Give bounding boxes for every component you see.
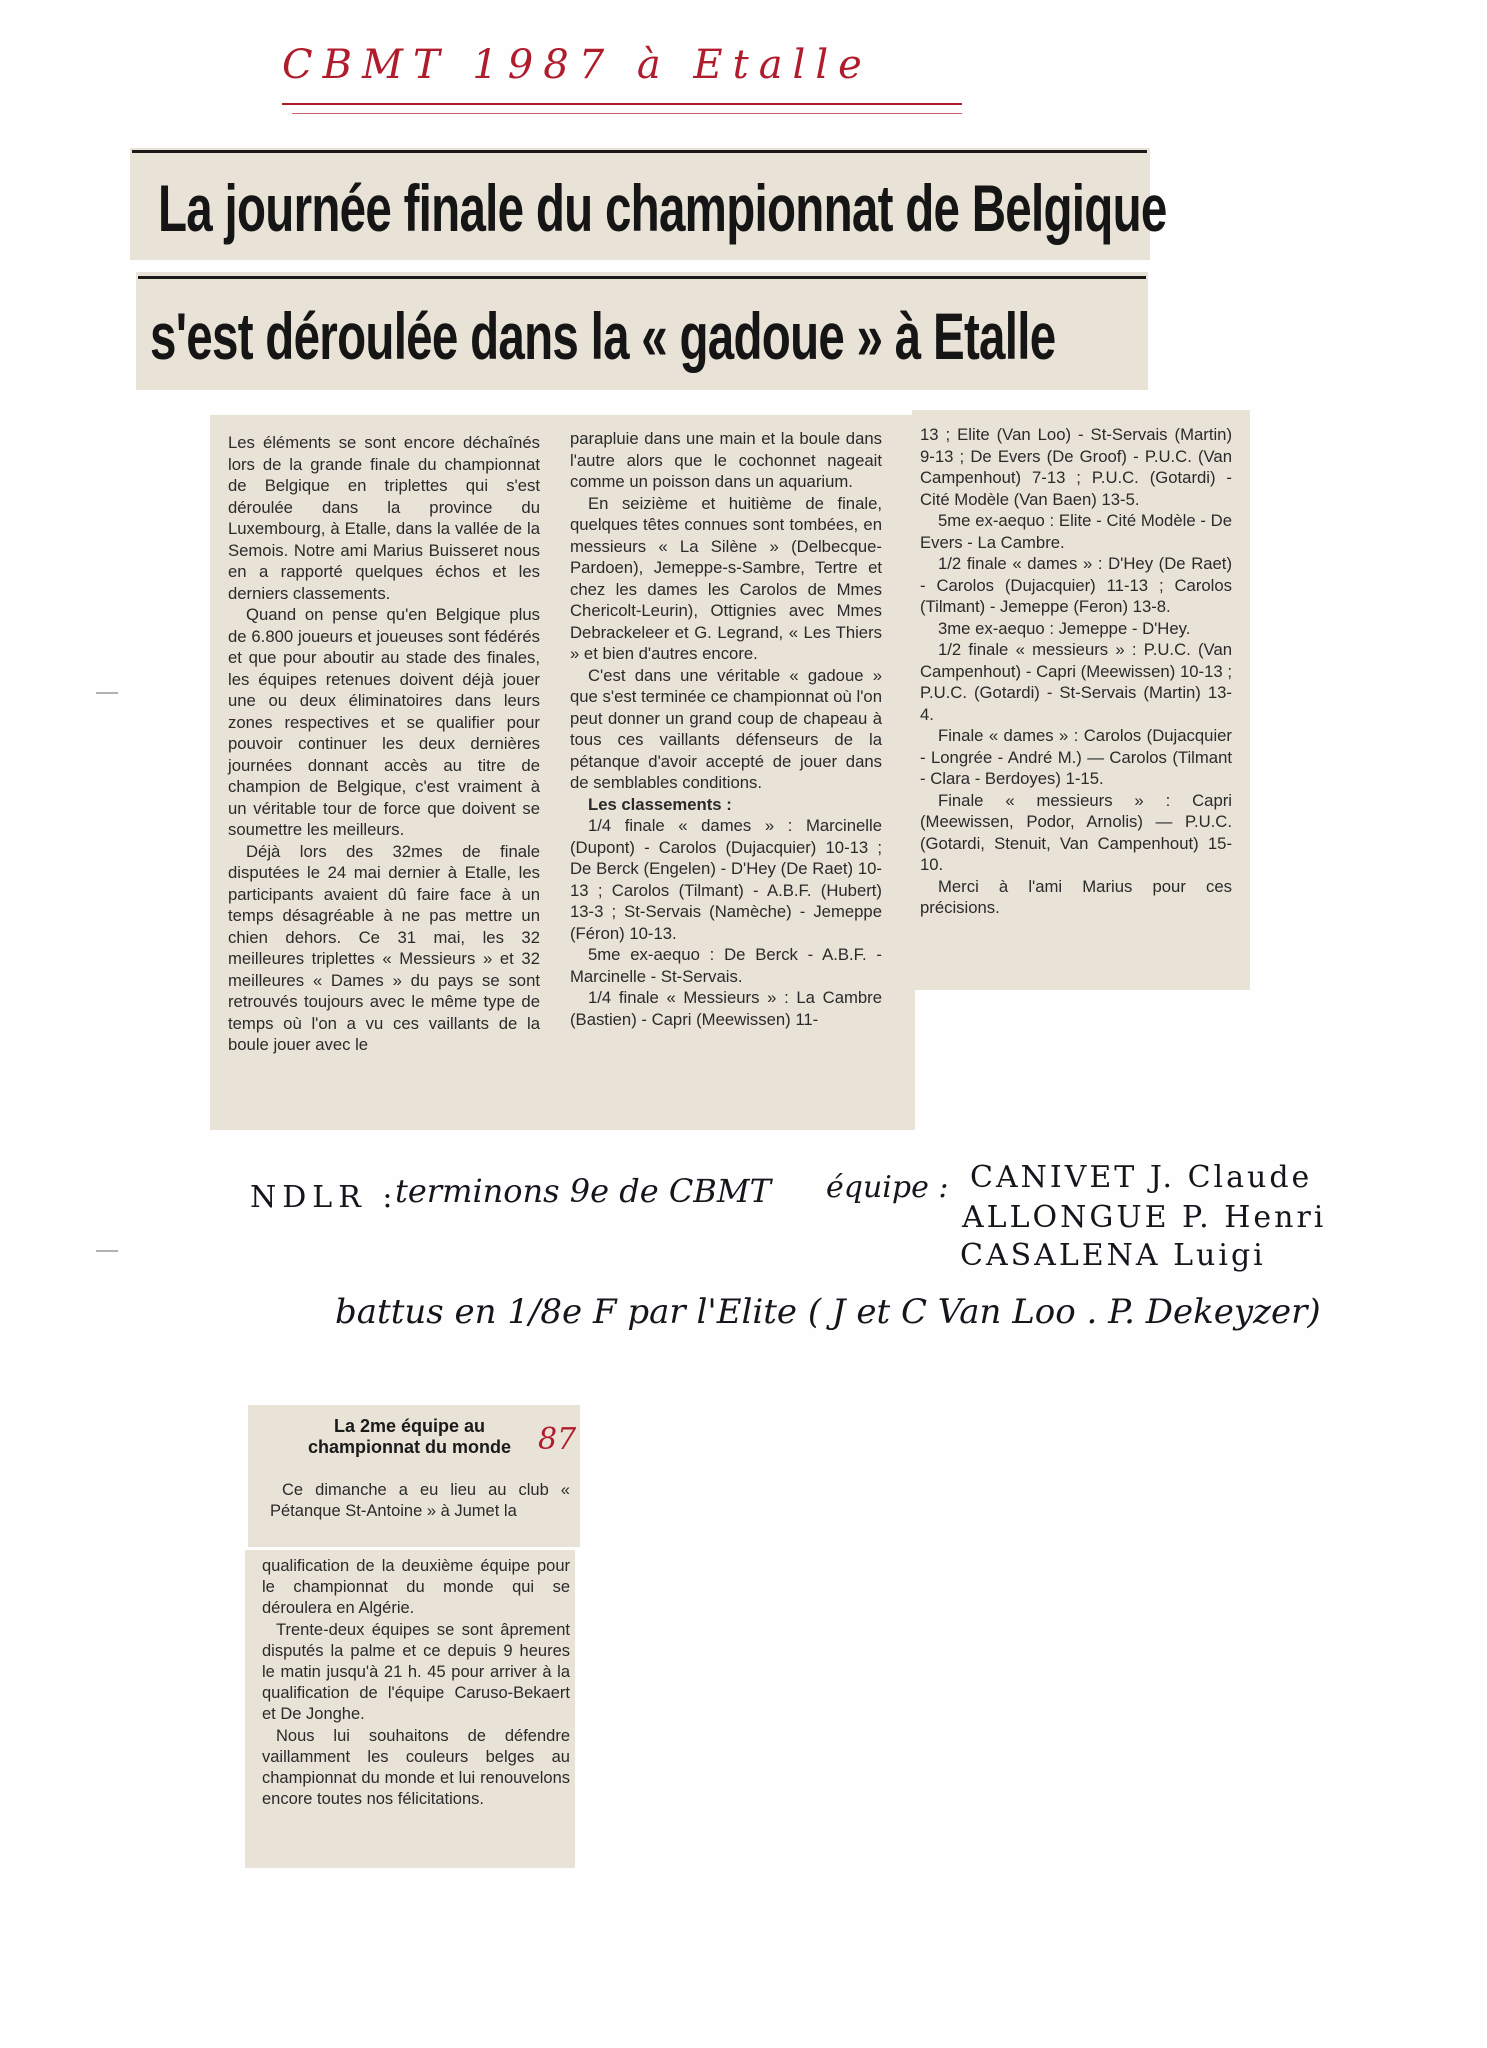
col1-para-3: Déjà lors des 32mes de finale disputées le 24 mai dernier à Etalle, les participants avaient dû faire face à un temps désagréable à ne pas mettre un chien dehors. Ce 31 mai, les 32 meilleures triplettes « Messieurs » et 32 meilleures « Dames » du pays se sont retrouvés toujours avec le même type de temps où l'on a vu ces vaillants de la boule jouer avec le (228, 841, 540, 1054)
small-body-para-3: Nous lui souhaitons de défendre vaillamment les couleurs belges au championnat du monde et lui renouvelons encore toutes nos félicitations. (262, 1726, 570, 1809)
col2-para-3: C'est dans une véritable « gadoue » que s'est terminée ce championnat où l'on peut donner un grand coup de chapeau à tous ces vaillants défenseurs de la pétanque d'avoir accepté de jouer dans de semblables conditions. (570, 665, 882, 792)
article-column-2 (570, 428, 882, 1030)
title-underline-2 (292, 113, 962, 114)
note-prefix: NDLR : (250, 1180, 399, 1215)
col1-para-1: Les éléments se sont encore déchaînés lors de la grande finale du championnat de Belgique en triplettes qui s'est déroulée dans la province du Luxembourg, à Etalle, dans la vallée de la Semois. Notre ami Marius Buisseret nous en a rapporté quelques échos et les derniers classements. (228, 433, 540, 603)
article-column-1 (228, 432, 540, 1056)
col2-result-2: 5me ex-aequo : De Berck - A.B.F. - Marcinelle - St-Servais. (570, 945, 882, 986)
headline-rule-mid (138, 276, 1146, 279)
col2-para-1: parapluie dans une main et la boule dans l'autre alors que le cochonnet nageait comme un poisson dans un aquarium. (570, 429, 882, 491)
headline-line-1: La journée finale du championnat de Belgique (158, 171, 1167, 245)
punch-mark-2 (96, 1250, 118, 1252)
col3-para-6: Finale « dames » : Carolos (Dujacquier - Longrée - André M.) — Carolos (Tilmant - Clara - Berdoyes) 1-15. (920, 726, 1232, 788)
small-clip-intro: Ce dimanche a eu lieu au club « Pétanque St-Antoine » à Jumet la (270, 1481, 570, 1521)
note-player-1: CANIVET J. Claude (970, 1160, 1313, 1195)
col1-para-2: Quand on pense qu'en Belgique plus de 6.800 joueurs et joueuses sont fédérés et que pour aboutir au stade des finales, les équipes retenues doivent déjà jouer une ou deux éliminatoires dans leurs zones respectives et se qualifier pour pouvoir continuer les deux dernières journées donnant accès au titre de champion de Belgique, c'est vraiment à un véritable tour de force que doivent se soumettre les meilleurs. (228, 605, 540, 839)
note-player-3: CASALENA Luigi (960, 1238, 1266, 1273)
col2-para-2: En seizième et huitième de finale, quelques têtes connues sont tombées, en messieurs « La Silène » (Delbecque-Pardoen), Jemeppe-s-Sambre, Tertre et chez les dames les Carolos de Mmes Chericolt-Leurin), Ottignies avec Mmes Debrackeleer et G. Legrand, « Les Thiers » et bien d'autres encore. (570, 493, 882, 663)
handwritten-87: 87 (538, 1422, 577, 1457)
col2-result-3: 1/4 finale « Messieurs » : La Cambre (Bastien) - Capri (Meewissen) 11- (570, 988, 882, 1029)
punch-mark-1 (96, 692, 118, 694)
col3-para-1: 13 ; Elite (Van Loo) - St-Servais (Martin) 9-13 ; De Evers (De Groof) - P.U.C. (Van Campenhout) 7-13 ; P.U.C. (Gotardi) - Cité Modèle (Van Baen) 13-5. (920, 425, 1232, 509)
classements-heading: Les classements : (588, 794, 732, 814)
col3-para-8: Merci à l'ami Marius pour ces précisions. (920, 876, 1232, 917)
article-column-3 (920, 424, 1232, 919)
col2-result-1: 1/4 finale « dames » : Marcinelle (Dupont) - Carolos (Dujacquier) 10-13 ; De Berck (Engelen) - D'Hey (De Raet) 10-13 ; Carolos (Tilmant) - A.B.F. (Hubert) 13-3 ; St-Servais (Namèche) - Jemeppe (Féron) 10-13. (570, 816, 882, 943)
headline-line-2: s'est déroulée dans la « gadoue » à Etalle (150, 299, 1056, 373)
small-body-para-2: Trente-deux équipes se sont âprement disputés la palme et ce depuis 9 heures le matin jusqu'à 21 h. 45 pour arriver à la qualification de l'équipe Caruso-Bekaert et De Jonghe. (262, 1620, 570, 1724)
col3-para-3: 1/2 finale « dames » : D'Hey (De Raet) - Carolos (Dujacquier) 11-13 ; Carolos (Tilmant) - Jemeppe (Feron) 13-8. (920, 554, 1232, 616)
note-team-label: équipe : (826, 1170, 949, 1205)
handwritten-title: CBMT 1987 à Etalle (282, 42, 872, 88)
headline-rule-top (132, 150, 1147, 153)
small-body-para-1: qualification de la deuxième équipe pour le championnat du monde qui se déroulera en Algérie. (262, 1557, 570, 1618)
col3-para-4: 3me ex-aequo : Jemeppe - D'Hey. (938, 618, 1191, 638)
note-rank: terminons 9e de CBMT (395, 1172, 771, 1210)
col3-para-2: 5me ex-aequo : Elite - Cité Modèle - De Evers - La Cambre. (920, 511, 1232, 552)
small-clip-body (262, 1556, 570, 1810)
small-clip-title: La 2me équipe au championnat du monde (307, 1416, 511, 1457)
note-player-2: ALLONGUE P. Henri (962, 1200, 1327, 1235)
title-underline (282, 103, 962, 105)
note-defeat-line: battus en 1/8e F par l'Elite ( J et C Van Loo . P. Dekeyzer) (335, 1292, 1321, 1332)
col3-para-7: Finale « messieurs » : Capri (Meewissen, Podor, Arnolis) — P.U.C. (Gotardi, Stenuit, Van Campenhout) 15-10. (920, 790, 1232, 874)
col3-para-5: 1/2 finale « messieurs » : P.U.C. (Van Campenhout) - Capri (Meewissen) 10-13 ; P.U.C. (Gotardi) - St-Servais (Martin) 13-4. (920, 640, 1232, 724)
